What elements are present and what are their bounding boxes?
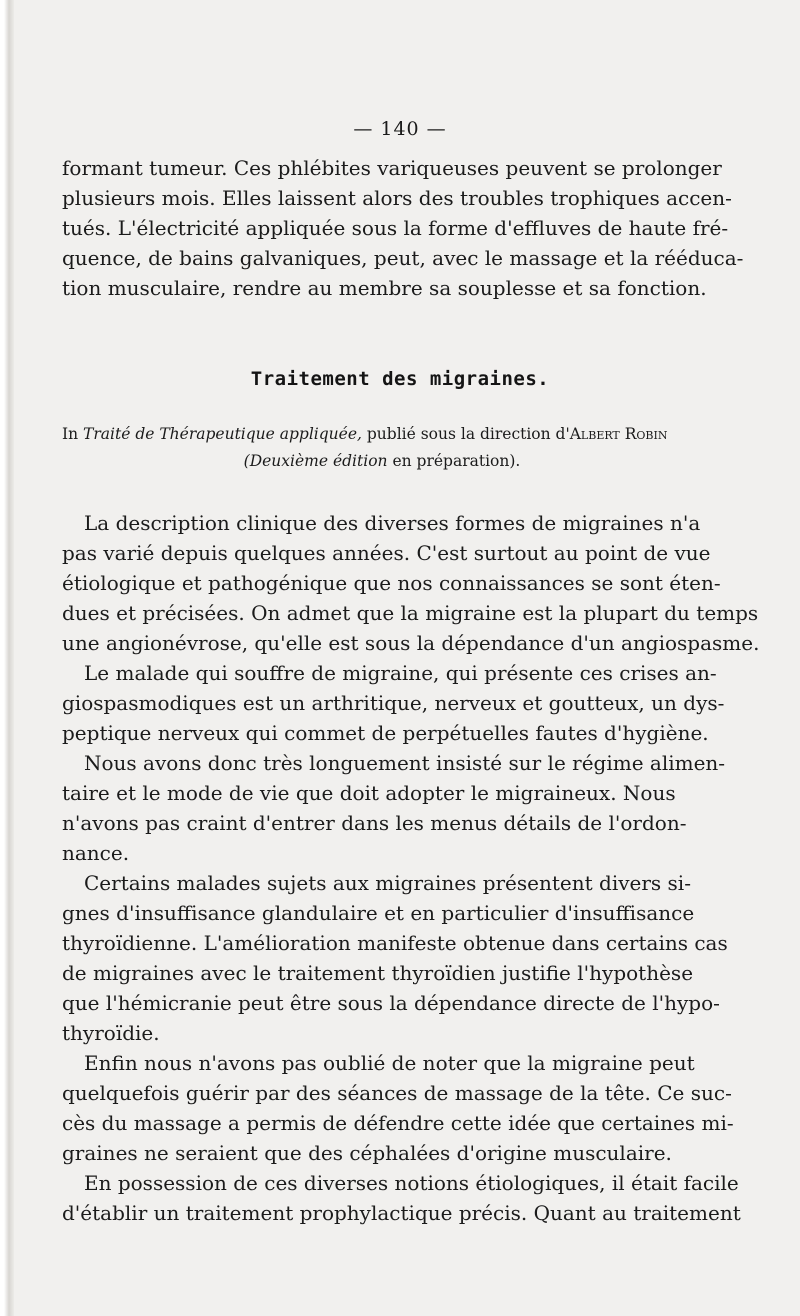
main-body	[62, 508, 760, 1228]
text-line: taire et le mode de vie que doit adopter le migraineux. Nous	[62, 781, 676, 805]
intro-text	[62, 153, 744, 303]
citation-work-title: Traité de Thérapeutique appliquée,	[83, 425, 362, 443]
text-line: dues et précisées. On admet que la migraine est la plupart du temps	[62, 601, 759, 625]
text-line: une angionévrose, qu'elle est sous la dépendance d'un angiospasme.	[62, 631, 760, 655]
text-line: tués. L'électricité appliquée sous la forme d'effluves de haute fré-	[62, 216, 729, 240]
page-gutter-edge	[0, 0, 14, 1316]
text-line: peptique nerveux qui commet de perpétuelles fautes d'hygiène.	[62, 721, 709, 745]
paragraph	[62, 1168, 741, 1228]
text-line: thyroïdie.	[62, 1021, 160, 1045]
text-line: La description clinique des diverses formes de migraines n'a	[84, 511, 701, 535]
citation-prefix: In	[62, 425, 84, 443]
text-line: étiologique et pathogénique que nos connaissances se sont éten-	[62, 571, 721, 595]
text-line: de migraines avec le traitement thyroïdien justifie l'hypothèse	[62, 961, 694, 985]
citation-edition-rest: en préparation).	[387, 452, 521, 470]
section-title: Traitement des migraines.	[250, 368, 550, 390]
citation-edition-italic: (Deuxième édition	[243, 452, 388, 470]
page-number: — 140 —	[353, 118, 447, 140]
text-line: Certains malades sujets aux migraines présentent divers si-	[84, 871, 691, 895]
text-line: graines ne seraient que des céphalées d'origine musculaire.	[62, 1141, 672, 1165]
citation-line-2	[62, 448, 682, 475]
paragraph	[62, 508, 760, 658]
text-line: quence, de bains galvaniques, peut, avec le massage et la rééduca-	[62, 246, 744, 270]
text-line: tion musculaire, rendre au membre sa souplesse et sa fonction.	[62, 276, 707, 300]
paragraph	[62, 868, 728, 1048]
paragraph	[62, 658, 725, 748]
citation	[62, 421, 682, 475]
text-line: n'avons pas craint d'entrer dans les menus détails de l'ordon-	[62, 811, 687, 835]
paragraph	[62, 748, 726, 868]
text-line: quelquefois guérir par des séances de massage de la tête. Ce suc-	[62, 1081, 732, 1105]
text-line: nance.	[62, 841, 130, 865]
text-line: cès du massage a permis de défendre cette idée que certaines mi-	[62, 1111, 734, 1135]
text-line: plusieurs mois. Elles laissent alors des troubles trophiques accen-	[62, 186, 732, 210]
text-line: thyroïdienne. L'amélioration manifeste obtenue dans certains cas	[62, 931, 728, 955]
text-line: En possession de ces diverses notions étiologiques, il était facile	[84, 1171, 739, 1195]
text-line: Nous avons donc très longuement insisté sur le régime alimen-	[84, 751, 726, 775]
text-line: giospasmodiques est un arthritique, nerveux et goutteux, un dys-	[62, 691, 725, 715]
text-line: gnes d'insuffisance glandulaire et en particulier d'insuffisance	[62, 901, 695, 925]
intro-paragraph	[62, 153, 744, 303]
paragraph-list	[62, 508, 760, 1228]
citation-author: Albert Robin	[569, 425, 668, 443]
text-line: que l'hémicranie peut être sous la dépendance directe de l'hypo-	[62, 991, 720, 1015]
text-line: Enfin nous n'avons pas oublié de noter que la migraine peut	[84, 1051, 695, 1075]
text-line: pas varié depuis quelques années. C'est surtout au point de vue	[62, 541, 711, 565]
citation-middle: publié sous la direction d'	[361, 425, 570, 443]
citation-line-1	[62, 421, 682, 448]
text-line: formant tumeur. Ces phlébites variqueuses peuvent se prolonger	[62, 156, 722, 180]
paragraph	[62, 1048, 734, 1168]
text-line: Le malade qui souffre de migraine, qui présente ces crises an-	[84, 661, 717, 685]
text-line: d'établir un traitement prophylactique précis. Quant au traitement	[62, 1201, 741, 1225]
